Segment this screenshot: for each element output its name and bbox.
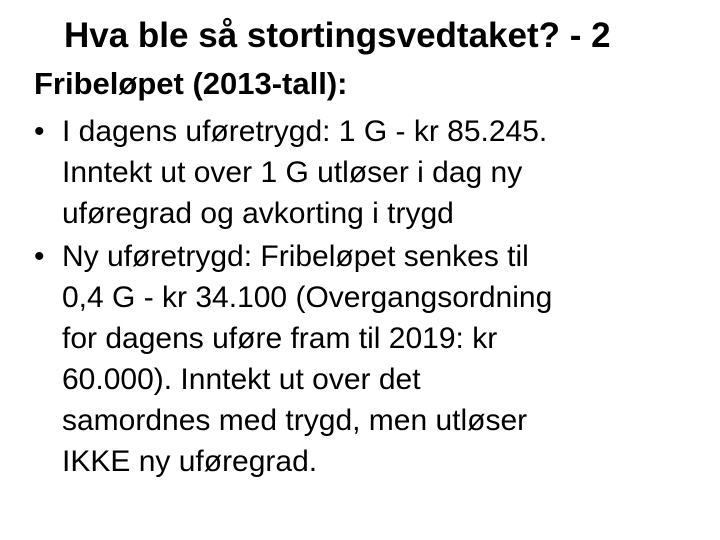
subheading: Fribeløpet (2013-tall): (34, 66, 348, 101)
bullet-text-line: samordnes med trygd, men utløser (62, 404, 528, 437)
bullet-text-line: Inntekt ut over 1 G utløser i dag ny (62, 156, 523, 189)
bullet-text-line: I dagens uføretrygd: 1 G - kr 85.245. (62, 115, 548, 148)
bullet-icon: • (34, 115, 45, 148)
bullet-text-line: uføregrad og avkorting i trygd (62, 197, 454, 230)
bullet-text-line: for dagens uføre fram til 2019: kr (62, 322, 498, 355)
bullet-item-2 (34, 236, 694, 482)
slide-title: Hva ble så stortingsvedtaket? - 2 (64, 16, 611, 55)
bullet-text-line: Ny uføretrygd: Fribeløpet senkes til (62, 240, 529, 273)
bullet-icon: • (34, 240, 45, 273)
bullet-text-line: IKKE ny uføregrad. (62, 445, 318, 478)
bullet-item-1 (34, 111, 694, 234)
bullet-list (34, 111, 694, 484)
bullet-text-line: 0,4 G - kr 34.100 (Overgangsordning (62, 281, 553, 314)
bullet-text-line: 60.000). Inntekt ut over det (62, 363, 421, 396)
